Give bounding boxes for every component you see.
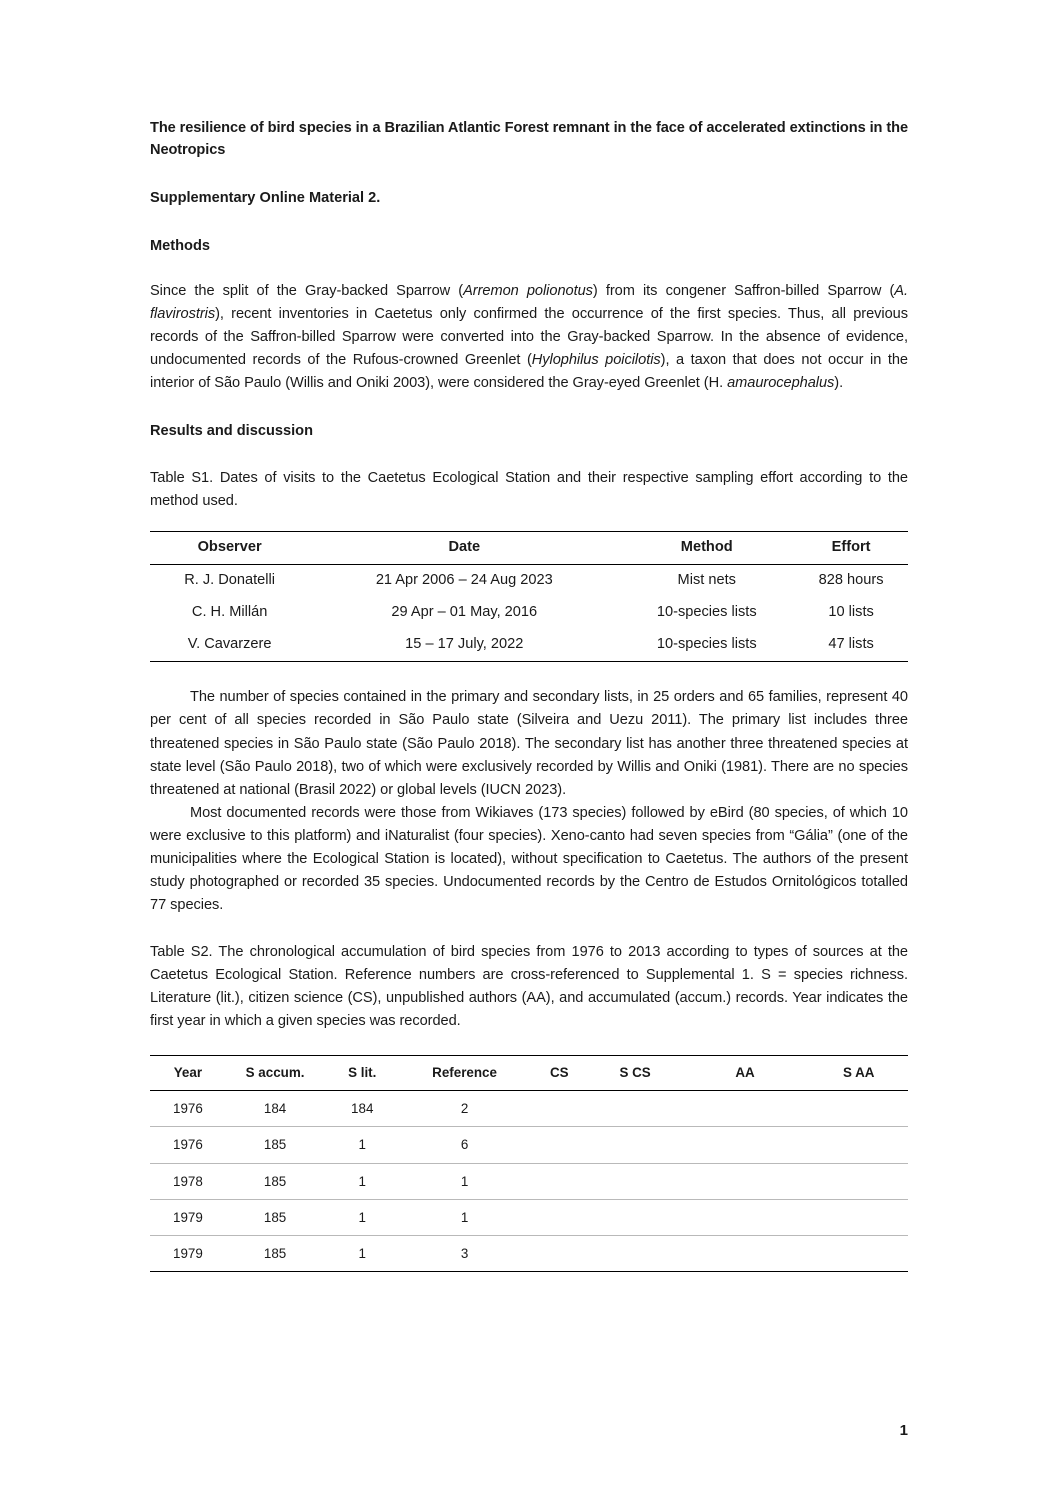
scientific-name-4: amaurocephalus [727,375,835,392]
table-s1-caption: Table S1. Dates of visits to the Caetetus Ecological Station and their respective sampling effort according to the method used. [150,470,908,510]
table-s1-cell: Mist nets [677,572,736,589]
subtitle-supplementary: Supplementary Online Material 2. [150,189,381,206]
table-s1-cell: 47 lists [794,629,908,662]
table-s2-cell: 1 [400,1163,529,1199]
scientific-name-1: Arremon polionotus [463,282,593,299]
methods-text-5: ). [834,375,844,392]
table-s1-col-observer: Observer [150,532,309,565]
table-s2-cell [529,1091,590,1127]
table-s2-col-reference: Reference [400,1056,529,1091]
table-s1-cell: 29 Apr – 01 May, 2016 [391,604,538,621]
table-s2-col-s-cs: S CS [590,1056,681,1091]
table-s2-cell: 184 [324,1091,400,1127]
table-s2-col-aa: AA [681,1056,810,1091]
table-s2-cell [529,1127,590,1163]
table-row [150,1163,908,1199]
table-s2-cell [529,1235,590,1271]
page-number: 1 [899,1422,908,1439]
table-s2-col-cs: CS [529,1056,590,1091]
table-s2-cell: 1978 [150,1163,226,1199]
table-s1-col-method: Method [619,532,794,565]
table-s2 [150,1055,908,1272]
table-s2-cell [681,1091,810,1127]
table-row [150,1091,908,1127]
table-s2-cell [590,1091,681,1127]
table-s1-col-effort: Effort [794,532,908,565]
table-row [150,629,908,662]
table-s2-cell: 185 [226,1235,325,1271]
table-s2-cell: 1976 [150,1091,226,1127]
methods-text-1: Since the split of the Gray-backed Sparrow ( [150,282,464,299]
table-s2-cell: 184 [226,1091,325,1127]
table-s2-caption: Table S2. The chronological accumulation of bird species from 1976 to 2013 according to types of sources at the Caetetus Ecological Station. Reference numbers are cross-referenced to Supplemental 1. S = species richness. Literature (lit.), citizen science (CS), unpublished authors (AA), and accumulated (accum.) records. Year indicates the first year in which a given species was recorded. [150,943,908,1030]
table-s2-cell [590,1127,681,1163]
table-s2-cell: 2 [400,1091,529,1127]
table-s1-cell: 10 lists [828,604,874,621]
table-s2-cell: 1 [324,1163,400,1199]
table-s2-cell: 1 [324,1235,400,1271]
paragraph-species-count: The number of species contained in the primary and secondary lists, in 25 orders and 65 families, represent 40 per cent of all species recorded in São Paulo state (Silveira and Uezu 2011). The primary list includes three threatened species in São Paulo state (São Paulo 2018). The secondary list has another three threatened species at state level (São Paulo 2018), two of which were exclusively recorded by Willis and Oniki (1981). There are no species threatened at national (Brasil 2022) or global levels (IUCN 2023). [150,689,908,798]
table-s2-cell [681,1127,810,1163]
methods-text-2: ) from its congener Saffron-billed Sparrow ( [592,282,895,299]
table-s2-cell [590,1163,681,1199]
table-row [150,1235,908,1271]
table-row [150,565,908,598]
scientific-name-3: Hylophilus poicilotis [531,352,661,369]
table-s2-col-s-lit: S lit. [324,1056,400,1091]
table-s2-cell [809,1235,908,1271]
table-s2-cell [809,1163,908,1199]
methods-text-4: ), a taxon that does not occur in the interior of São Paulo (Willis and Oniki 2003), were considered the Gray-eyed Greenlet (H. [150,352,909,392]
table-s2-cell: 3 [400,1235,529,1271]
table-s2-cell [809,1199,908,1235]
methods-paragraph [150,280,908,395]
table-s1-cell: V. Cavarzere [150,629,309,662]
table-s2-cell [529,1163,590,1199]
table-s2-cell: 1979 [150,1235,226,1271]
scientific-name-2: A. flavirostris [150,282,908,322]
table-s1-header-row [150,532,908,565]
table-s2-col-year: Year [150,1056,226,1091]
table-s2-cell: 185 [226,1163,325,1199]
table-s1-cell: C. H. Millán [191,604,268,621]
table-row [150,597,908,629]
table-s2-cell [681,1163,810,1199]
table-row [150,1127,908,1163]
methods-text-3: ), recent inventories in Caetetus only confirmed the occurrence of the first species. Thus, all previous records of the Saffron-billed Sparrow were converted into the Gray-backed Sparrow. In the absence of evidence, undocumented records of the Rufous-crowned Greenlet ( [150,305,908,369]
table-s2-cell: 1 [324,1199,400,1235]
paragraph-documented-records: Most documented records were those from Wikiaves (173 species) followed by eBird (80 species, of which 10 were exclusive to this platform) and iNaturalist (four species). Xeno-canto had seven species from “Gália” (one of the municipalities where the Ecological Station is located), without specification to Caetetus. The authors of the present study photographed or recorded 35 species. Undocumented records by the Centro de Estudos Ornitológicos totalled 77 species. [150,804,908,913]
table-s1-cell: 21 Apr 2006 – 24 Aug 2023 [375,572,553,589]
table-s2-col-s-accum: S accum. [226,1056,325,1091]
table-s2-cell: 185 [226,1127,325,1163]
table-s2-cell: 1 [324,1127,400,1163]
page-title: The resilience of bird species in a Brazilian Atlantic Forest remnant in the face of accelerated extinctions in the Neotropics [150,120,908,158]
table-s2-header-row [150,1056,908,1091]
table-s2-cell [809,1127,908,1163]
table-s2-cell [529,1199,590,1235]
section-heading-methods: Methods [150,237,210,254]
table-s2-col-s-aa: S AA [809,1056,908,1091]
table-s1-cell: 15 – 17 July, 2022 [309,629,619,662]
table-s2-cell: 1 [400,1199,529,1235]
table-row [150,1199,908,1235]
table-s1-col-date: Date [309,532,619,565]
table-s1-cell: R. J. Donatelli [184,572,276,589]
table-s2-cell: 1976 [150,1127,226,1163]
table-s2-cell: 1979 [150,1199,226,1235]
table-s1 [150,531,908,662]
table-s2-cell: 185 [226,1199,325,1235]
table-s2-cell [809,1091,908,1127]
table-s2-cell [681,1235,810,1271]
section-heading-results: Results and discussion [150,423,314,440]
table-s2-cell [590,1235,681,1271]
table-s1-cell: 10-species lists [619,629,794,662]
table-s2-cell [681,1199,810,1235]
table-s1-cell: 828 hours [818,572,884,589]
table-s1-cell: 10-species lists [656,604,757,621]
document-body [150,118,908,1272]
table-s2-cell [590,1199,681,1235]
table-s2-cell: 6 [400,1127,529,1163]
